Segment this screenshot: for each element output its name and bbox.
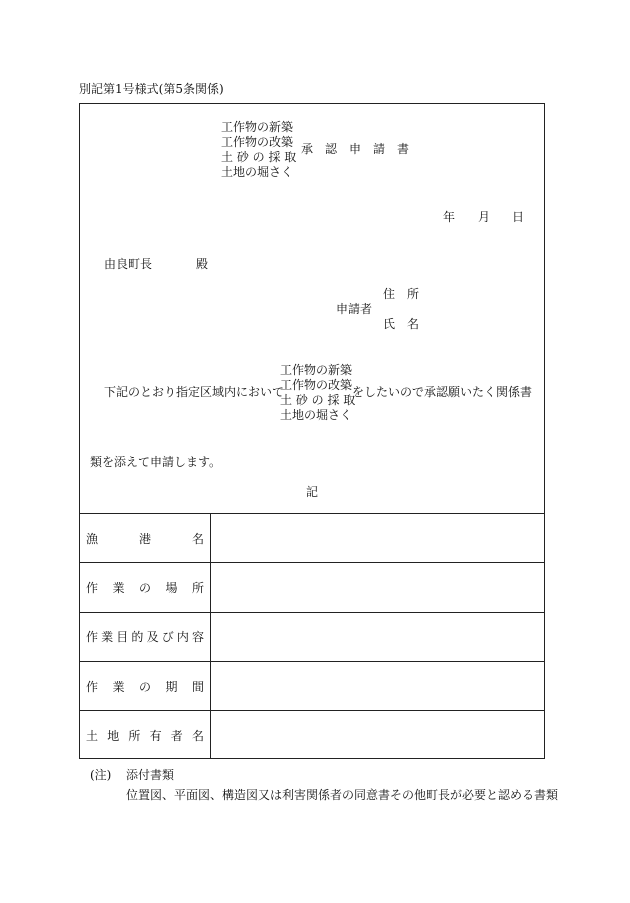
table-row-label-work-period: 作 業 の 期 間 (86, 680, 204, 694)
body-item: 土地の堀さく (280, 408, 353, 422)
ki-label: 記 (306, 485, 319, 499)
table-row-label-port-name: 漁 港 名 (86, 532, 204, 546)
table-row-line (79, 661, 545, 662)
form-label: 別記第1号様式(第5条関係) (79, 82, 224, 96)
body-items (280, 363, 355, 423)
title-items (221, 120, 296, 180)
body-item: 工作物の改築 (280, 378, 353, 392)
body-prefix: 下記のとおり指定区域内において (104, 385, 285, 399)
body-item: 工作物の新築 (280, 363, 353, 377)
table-row-label-work-location: 作 業 の 場 所 (86, 581, 204, 595)
table-row-label-work-purpose: 作 業 目 的 及 び 内 容 (86, 630, 204, 644)
title-item: 工作物の改築 (221, 135, 294, 149)
body-item: 土 砂 の 採 取 (280, 393, 356, 407)
table-row-line (79, 710, 545, 711)
addressee-name: 由良町長 (104, 257, 153, 271)
table-row-line (79, 562, 545, 563)
body-continuation: 類を添えて申請します。 (90, 455, 222, 469)
body-suffix: をしたいので承認願いたく関係書 (352, 385, 533, 399)
date-month: 月 (478, 210, 491, 224)
note-title: 添付書類 (126, 768, 175, 782)
note-text: 位置図、平面図、構造図又は利害関係者の同意書その他町長が必要と認める書類 (126, 788, 559, 802)
applicant-address-label: 住 所 (383, 287, 420, 301)
applicant-name-label: 氏 名 (383, 317, 420, 331)
table-row-label-land-owner: 土 地 所 有 者 名 (86, 729, 204, 743)
applicant-label: 申請者 (336, 302, 373, 316)
date-year: 年 (443, 210, 456, 224)
title-item: 土 砂 の 採 取 (221, 150, 297, 164)
table-top-line (79, 513, 545, 514)
note-label: (注) (90, 768, 112, 782)
table-row-line (79, 612, 545, 613)
title-suffix: 承 認 申 請 書 (301, 142, 410, 156)
addressee-honorific: 殿 (196, 257, 209, 271)
title-item: 工作物の新築 (221, 120, 294, 134)
table-column-divider (210, 513, 211, 759)
title-item: 土地の堀さく (221, 165, 294, 179)
date-day: 日 (512, 210, 525, 224)
